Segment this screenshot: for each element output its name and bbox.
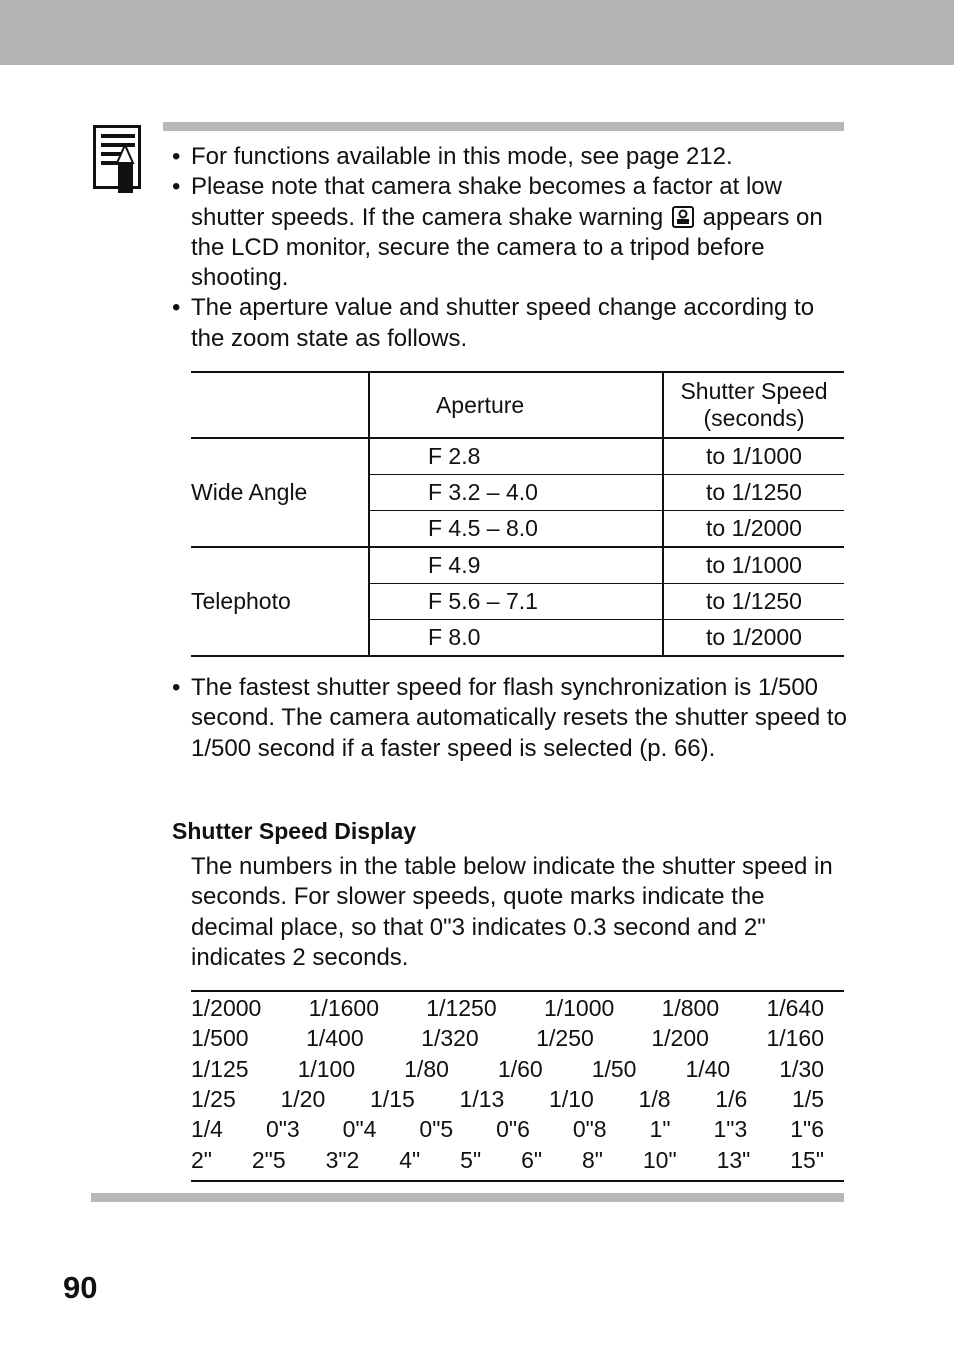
speed-row (191, 995, 844, 1025)
speed-value: 1"6 (790, 1116, 824, 1143)
header-band (0, 0, 954, 65)
table-row (191, 438, 844, 475)
speed-row (191, 1147, 844, 1177)
speed-value: 15" (790, 1146, 824, 1173)
speed-value: 1/200 (651, 1025, 709, 1052)
speed-value: 1/1600 (308, 995, 379, 1021)
speed-value: 1/800 (661, 995, 720, 1021)
speed-value: 1" (649, 1116, 671, 1143)
speed-value: 1/640 (766, 995, 824, 1021)
shutter-cell: to 1/1250 (663, 584, 844, 620)
speed-value: 1/250 (536, 1025, 594, 1052)
speed-value: 1/13 (459, 1085, 505, 1112)
shutter-cell: to 1/1000 (663, 438, 844, 475)
group-label-tele: Telephoto (191, 547, 369, 656)
speed-value: 0"5 (419, 1116, 454, 1143)
speed-value: 1/50 (591, 1055, 637, 1082)
speed-value: 6" (521, 1146, 543, 1173)
speed-value: 1/6 (715, 1085, 748, 1112)
speed-value: 1/500 (191, 1025, 249, 1052)
bullet-text: For functions available in this mode, see page 212. (191, 143, 733, 170)
speed-value: 1/40 (685, 1055, 731, 1082)
bullet-text: Please note that camera shake becomes a factor at low shutter speeds. If the camera shake warning (191, 173, 782, 231)
speed-value: 1/25 (191, 1085, 236, 1112)
bullet-dot: • (172, 143, 181, 170)
speed-value: 0"4 (342, 1116, 377, 1143)
speed-value: 1/80 (404, 1055, 449, 1082)
speed-value: 1/10 (549, 1085, 594, 1112)
speed-row (191, 1116, 844, 1146)
bullet-text: The fastest shutter speed for flash synchronization is 1/500 second. The camera automatically resets the shutter speed to 1/500 second if a faster speed is selected (p. 66). (191, 674, 847, 762)
note-pencil-icon (93, 125, 145, 193)
header-zoom (191, 372, 369, 438)
speed-value: 1/320 (421, 1025, 479, 1052)
aperture-shutter-table (191, 371, 844, 657)
table-header-row (191, 372, 844, 438)
note-top-rule (163, 122, 844, 131)
header-shutter-speed (663, 372, 844, 438)
speed-value: 1/8 (638, 1085, 671, 1112)
speed-value: 8" (581, 1146, 603, 1173)
speed-value: 1/20 (280, 1085, 326, 1112)
speed-value: 1"3 (713, 1116, 748, 1143)
speed-value: 1/100 (297, 1055, 356, 1082)
speed-value: 1/160 (766, 1025, 824, 1052)
speed-value: 1/1250 (426, 995, 497, 1021)
speed-value: 1/1000 (543, 995, 615, 1021)
speed-value: 1/30 (779, 1055, 824, 1082)
bullet-functions (172, 142, 852, 172)
table-row (191, 547, 844, 584)
aperture-cell: F 8.0 (369, 620, 663, 657)
speed-row (191, 1056, 844, 1086)
shutter-cell: to 1/2000 (663, 511, 844, 548)
speed-value: 1/400 (306, 1025, 364, 1052)
speed-row (191, 1025, 844, 1055)
section-heading: Shutter Speed Display (172, 818, 417, 844)
speed-value: 0"3 (265, 1116, 300, 1143)
note-bottom-rule (91, 1193, 844, 1202)
section-body: The numbers in the table below indicate the shutter speed in seconds. For slower speeds, quote marks indicate the decimal place, so that 0"3 indicates 0.3 second and 2" indicates 2 seconds. (191, 853, 833, 971)
bullet-flash-sync (172, 673, 852, 764)
speed-value: 4" (399, 1146, 421, 1173)
bullet-text: appears on the LCD monitor, secure the camera to a tripod before shooting. (191, 203, 823, 292)
page-number: 90 (63, 1270, 98, 1305)
shutter-cell: to 1/2000 (663, 620, 844, 657)
bullet-text: The aperture value and shutter speed change according to the zoom state as follows. (191, 294, 815, 352)
speed-value: 1/60 (497, 1055, 543, 1082)
speed-value: 1/15 (370, 1085, 415, 1112)
aperture-cell: F 5.6 – 7.1 (369, 584, 663, 620)
aperture-cell: F 2.8 (369, 438, 663, 475)
bullet-dot: • (172, 173, 181, 201)
speed-value: 1/125 (191, 1055, 249, 1082)
header-aperture: Aperture (369, 372, 663, 438)
speed-value: 10" (642, 1146, 677, 1173)
camera-shake-warning-icon (672, 206, 694, 228)
header-shutter-speed-text: Shutter Speed (seconds) (680, 378, 828, 431)
bullet-dot: • (172, 294, 181, 322)
speed-value: 2" (191, 1146, 212, 1173)
speed-value: 2"5 (251, 1146, 286, 1173)
bullet-camera-shake (172, 172, 852, 293)
speed-value: 1/4 (191, 1116, 223, 1143)
group-label-wide: Wide Angle (191, 438, 369, 547)
shutter-cell: to 1/1000 (663, 547, 844, 584)
speed-value: 0"6 (496, 1116, 530, 1143)
speed-value: 3"2 (325, 1146, 360, 1173)
speed-row (191, 1086, 844, 1116)
speed-value: 1/2000 (191, 995, 262, 1021)
speed-value: 5" (460, 1146, 482, 1173)
speed-value: 1/5 (792, 1085, 824, 1112)
aperture-cell: F 4.9 (369, 547, 663, 584)
shutter-speed-list (191, 990, 844, 1182)
aperture-cell: F 4.5 – 8.0 (369, 511, 663, 548)
note-bullets (172, 142, 852, 354)
flash-bullets (172, 673, 852, 764)
shutter-cell: to 1/1250 (663, 475, 844, 511)
aperture-cell: F 3.2 – 4.0 (369, 475, 663, 511)
bullet-dot: • (172, 674, 181, 701)
bullet-aperture (172, 293, 852, 354)
speed-value: 0"8 (572, 1116, 607, 1143)
speed-value: 13" (716, 1146, 751, 1173)
